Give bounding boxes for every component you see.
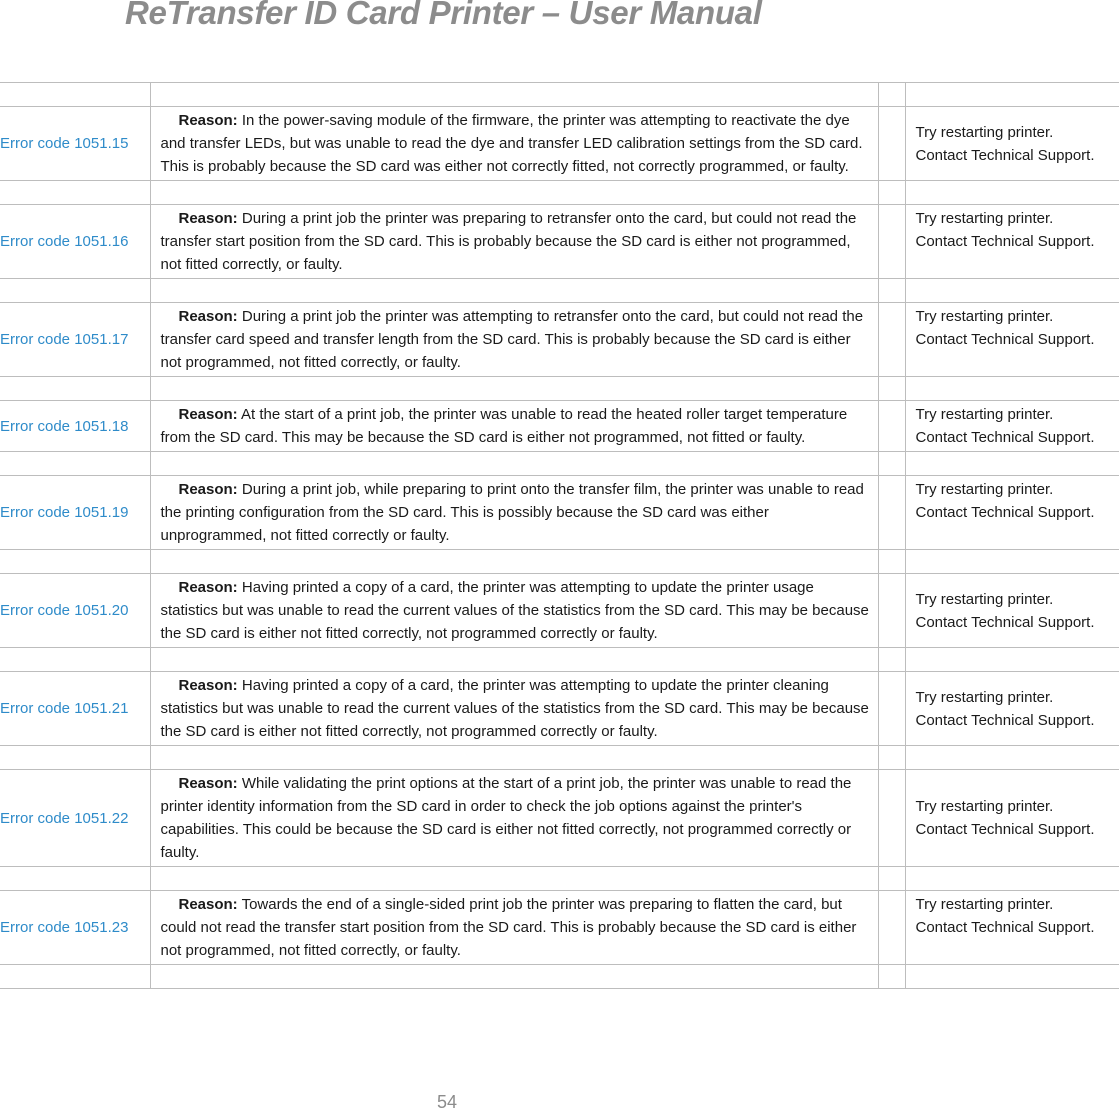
- reason-text: In the power-saving module of the firmware, the printer was attempting to reactivate the dye and transfer LEDs, but was unable to read the dye and transfer LED calibration settings from the SD card. This is probably because the SD card was either not correctly fitted, not correctly programmed, or faulty.: [160, 112, 863, 175]
- error-action: Try restarting printer. Contact Technical Support.: [905, 574, 1119, 648]
- error-reason: [150, 672, 878, 746]
- empty-cell: [878, 770, 905, 867]
- error-reason: [150, 476, 878, 550]
- table-row: [0, 303, 1119, 377]
- table-row: [0, 476, 1119, 550]
- empty-cell: [878, 107, 905, 181]
- error-action: Try restarting printer. Contact Technical Support.: [905, 303, 1119, 377]
- spacer-row: [0, 181, 1119, 205]
- reason-text: During a print job, while preparing to print onto the transfer film, the printer was unable to read the printing configuration from the SD card. This is possibly because the SD card was either unprogrammed, not fitted correctly or faulty.: [160, 481, 864, 544]
- reason-label: Reason:: [178, 481, 238, 498]
- table-row: [0, 107, 1119, 181]
- error-action: Try restarting printer. Contact Technical Support.: [905, 205, 1119, 279]
- spacer-row: [0, 550, 1119, 574]
- error-reason: [150, 891, 878, 965]
- error-action: Try restarting printer. Contact Technical Support.: [905, 672, 1119, 746]
- spacer-row: [0, 965, 1119, 989]
- reason-label: Reason:: [178, 210, 238, 227]
- spacer-row: [0, 83, 1119, 107]
- table-row: [0, 205, 1119, 279]
- reason-label: Reason:: [178, 896, 238, 913]
- reason-text: Having printed a copy of a card, the printer was attempting to update the printer cleaning statistics but was unable to read the current values of the statistics from the SD card. This may be because the SD card is either not fitted correctly, not programmed correctly or faulty.: [160, 677, 869, 740]
- empty-cell: [878, 574, 905, 648]
- reason-text: Towards the end of a single-sided print job the printer was preparing to flatten the card, but could not read the transfer start position from the SD card. This is probably because the SD card is either not programmed, not fitted correctly, or faulty.: [160, 896, 857, 959]
- empty-cell: [878, 205, 905, 279]
- error-code: Error code 1051.15: [0, 107, 150, 181]
- error-code: Error code 1051.19: [0, 476, 150, 550]
- reason-text: At the start of a print job, the printer was unable to read the heated roller target temperature from the SD card. This may be because the SD card is either not programmed, not fitted or faulty.: [160, 406, 848, 446]
- error-reason: [150, 107, 878, 181]
- error-reason: [150, 205, 878, 279]
- reason-text: During a print job the printer was attempting to retransfer onto the card, but could not read the transfer card speed and transfer length from the SD card. This is probably because the SD card is either not programmed, not fitted correctly, or faulty.: [160, 308, 864, 371]
- error-code: Error code 1051.16: [0, 205, 150, 279]
- reason-label: Reason:: [178, 308, 238, 325]
- empty-cell: [878, 672, 905, 746]
- error-reason: [150, 574, 878, 648]
- empty-cell: [878, 891, 905, 965]
- spacer-row: [0, 746, 1119, 770]
- reason-text: During a print job the printer was preparing to retransfer onto the card, but could not read the transfer start position from the SD card. This is probably because the SD card is either not programmed, not fitted correctly, or faulty.: [160, 210, 857, 273]
- reason-text: Having printed a copy of a card, the printer was attempting to update the printer usage statistics but was unable to read the current values of the statistics from the SD card. This may be because the SD card is either not fitted correctly, not programmed correctly or faulty.: [160, 579, 869, 642]
- table-row: [0, 401, 1119, 452]
- error-code-table: [0, 82, 1119, 989]
- error-reason: [150, 303, 878, 377]
- error-action: Try restarting printer. Contact Technical Support.: [905, 891, 1119, 965]
- table-row: [0, 672, 1119, 746]
- table-row: [0, 770, 1119, 867]
- error-code: Error code 1051.20: [0, 574, 150, 648]
- document-title: ReTransfer ID Card Printer – User Manual: [125, 0, 762, 31]
- error-reason: [150, 770, 878, 867]
- spacer-row: [0, 648, 1119, 672]
- error-action: Try restarting printer. Contact Technical Support.: [905, 476, 1119, 550]
- table-row: [0, 891, 1119, 965]
- page-number: 54: [437, 1092, 458, 1112]
- error-code: Error code 1051.23: [0, 891, 150, 965]
- reason-label: Reason:: [178, 579, 238, 596]
- empty-cell: [878, 401, 905, 452]
- reason-label: Reason:: [178, 677, 238, 694]
- error-action: Try restarting printer. Contact Technical Support.: [905, 401, 1119, 452]
- spacer-row: [0, 279, 1119, 303]
- error-code: Error code 1051.17: [0, 303, 150, 377]
- reason-label: Reason:: [178, 406, 238, 423]
- error-code: Error code 1051.22: [0, 770, 150, 867]
- reason-label: Reason:: [178, 775, 238, 792]
- error-action: Try restarting printer. Contact Technical Support.: [905, 770, 1119, 867]
- error-action: Try restarting printer. Contact Technical Support.: [905, 107, 1119, 181]
- table-row: [0, 574, 1119, 648]
- empty-cell: [878, 476, 905, 550]
- spacer-row: [0, 377, 1119, 401]
- error-code: Error code 1051.21: [0, 672, 150, 746]
- spacer-row: [0, 867, 1119, 891]
- error-code: Error code 1051.18: [0, 401, 150, 452]
- reason-label: Reason:: [178, 112, 238, 129]
- empty-cell: [878, 303, 905, 377]
- spacer-row: [0, 452, 1119, 476]
- reason-text: While validating the print options at the start of a print job, the printer was unable to read the printer identity information from the SD card in order to check the job options against the printer's capabilities. This could be because the SD card is either not fitted correctly, not programmed correctly or faulty.: [160, 775, 852, 861]
- error-reason: [150, 401, 878, 452]
